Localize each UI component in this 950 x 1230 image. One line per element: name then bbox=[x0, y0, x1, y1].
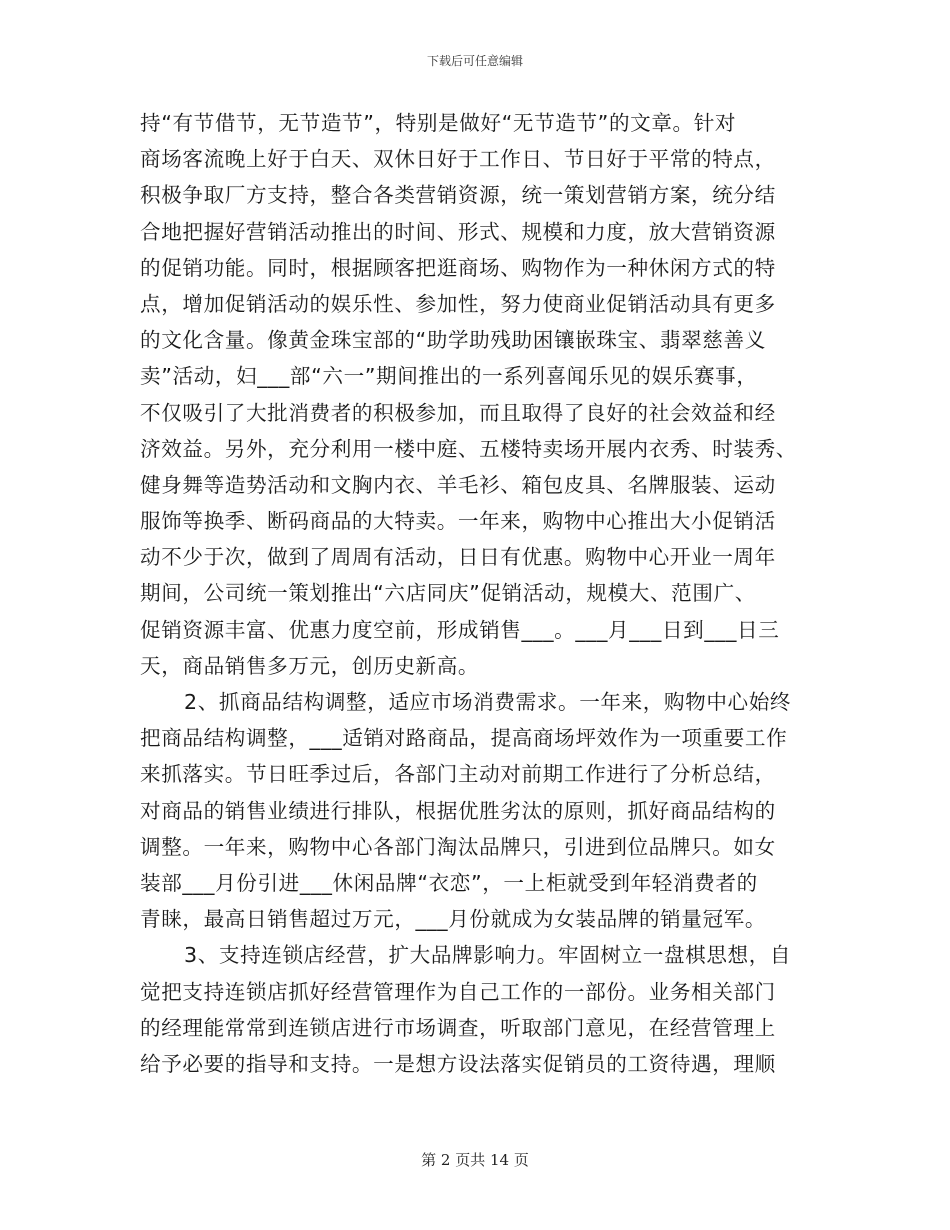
text-line: 调整。一年来，购物中心各部门淘汰品牌只，引进到位品牌只。如女 bbox=[140, 834, 776, 859]
text-line: 不仅吸引了大批消费者的积极参加，而且取得了良好的社会效益和经 bbox=[140, 400, 776, 425]
text-line: 的经理能常常到连锁店进行市场调查，听取部门意见，在经营管理上 bbox=[140, 1015, 776, 1040]
paragraph-start-line: 3、支持连锁店经营，扩大品牌影响力。牢固树立一盘棋思想，自 bbox=[184, 943, 792, 968]
text-line: 动不少于次，做到了周周有活动，日日有优惠。购物中心开业一周年 bbox=[140, 545, 776, 570]
text-line: 持“有节借节，无节造节”，特别是做好“无节造节”的文章。针对 bbox=[140, 111, 737, 135]
text-line: 青睐，最高日销售超过万元，___月份就成为女装品牌的销量冠军。 bbox=[140, 907, 767, 932]
text-line: 济效益。另外，充分利用一楼中庭、五楼特卖场开展内衣秀、时装秀、 bbox=[140, 436, 798, 461]
text-line: 积极争取厂方支持，整合各类营销资源，统一策划营销方案，统分结 bbox=[140, 183, 776, 208]
text-line: 装部___月份引进___休闲品牌“衣恋”，一上柜就受到年轻消费者的 bbox=[140, 870, 758, 895]
text-line: 的文化含量。像黄金珠宝部的“助学助残助困镶嵌珠宝、翡翠慈善义 bbox=[140, 328, 766, 353]
text-line: 天，商品销售多万元，创历史新高。 bbox=[140, 653, 480, 678]
paragraph-start-line: 2、抓商品结构调整，适应市场消费需求。一年来，购物中心始终 bbox=[184, 690, 792, 714]
page-number-footer: 第 2 页共 14 页 bbox=[421, 1151, 529, 1169]
text-line: 促销资源丰富、优惠力度空前，形成销售___。___月___日到___日三 bbox=[140, 617, 780, 642]
text-line: 的促销功能。同时，根据顾客把逛商场、购物作为一种休闲方式的特 bbox=[140, 255, 776, 280]
text-line: 卖”活动，妇___部“六一”期间推出的一系列喜闻乐见的娱乐赛事， bbox=[140, 364, 758, 389]
text-line: 服饰等换季、断码商品的大特卖。一年来，购物中心推出大小促销活 bbox=[140, 509, 776, 534]
text-line: 点，增加促销活动的娱乐性、参加性，努力使商业促销活动具有更多 bbox=[140, 291, 776, 316]
page-header: 下载后可任意编辑 bbox=[426, 54, 523, 68]
text-line: 来抓落实。节日旺季过后，各部门主动对前期工作进行了分析总结， bbox=[140, 762, 776, 787]
text-line: 把商品结构调整，___适销对路商品，提高商场坪效作为一项重要工作 bbox=[140, 726, 788, 751]
text-line: 商场客流晚上好于白天、双休日好于工作日、节日好于平常的特点， bbox=[140, 147, 776, 172]
text-line: 合地把握好营销活动推出的时间、形式、规模和力度，放大营销资源 bbox=[140, 219, 776, 244]
text-line: 觉把支持连锁店抓好经营管理作为自己工作的一部份。业务相关部门 bbox=[140, 979, 776, 1004]
text-line: 给予必要的指导和支持。一是想方设法落实促销员的工资待遇，理顺 bbox=[140, 1051, 776, 1076]
text-line: 健身舞等造势活动和文胸内衣、羊毛衫、箱包皮具、名牌服装、运动 bbox=[140, 472, 776, 497]
text-line: 对商品的销售业绩进行排队，根据优胜劣汰的原则，抓好商品结构的 bbox=[140, 798, 776, 823]
document-body bbox=[140, 105, 805, 1082]
text-line: 期间，公司统一策划推出“六店同庆”促销活动，规模大、范围广、 bbox=[140, 581, 756, 606]
